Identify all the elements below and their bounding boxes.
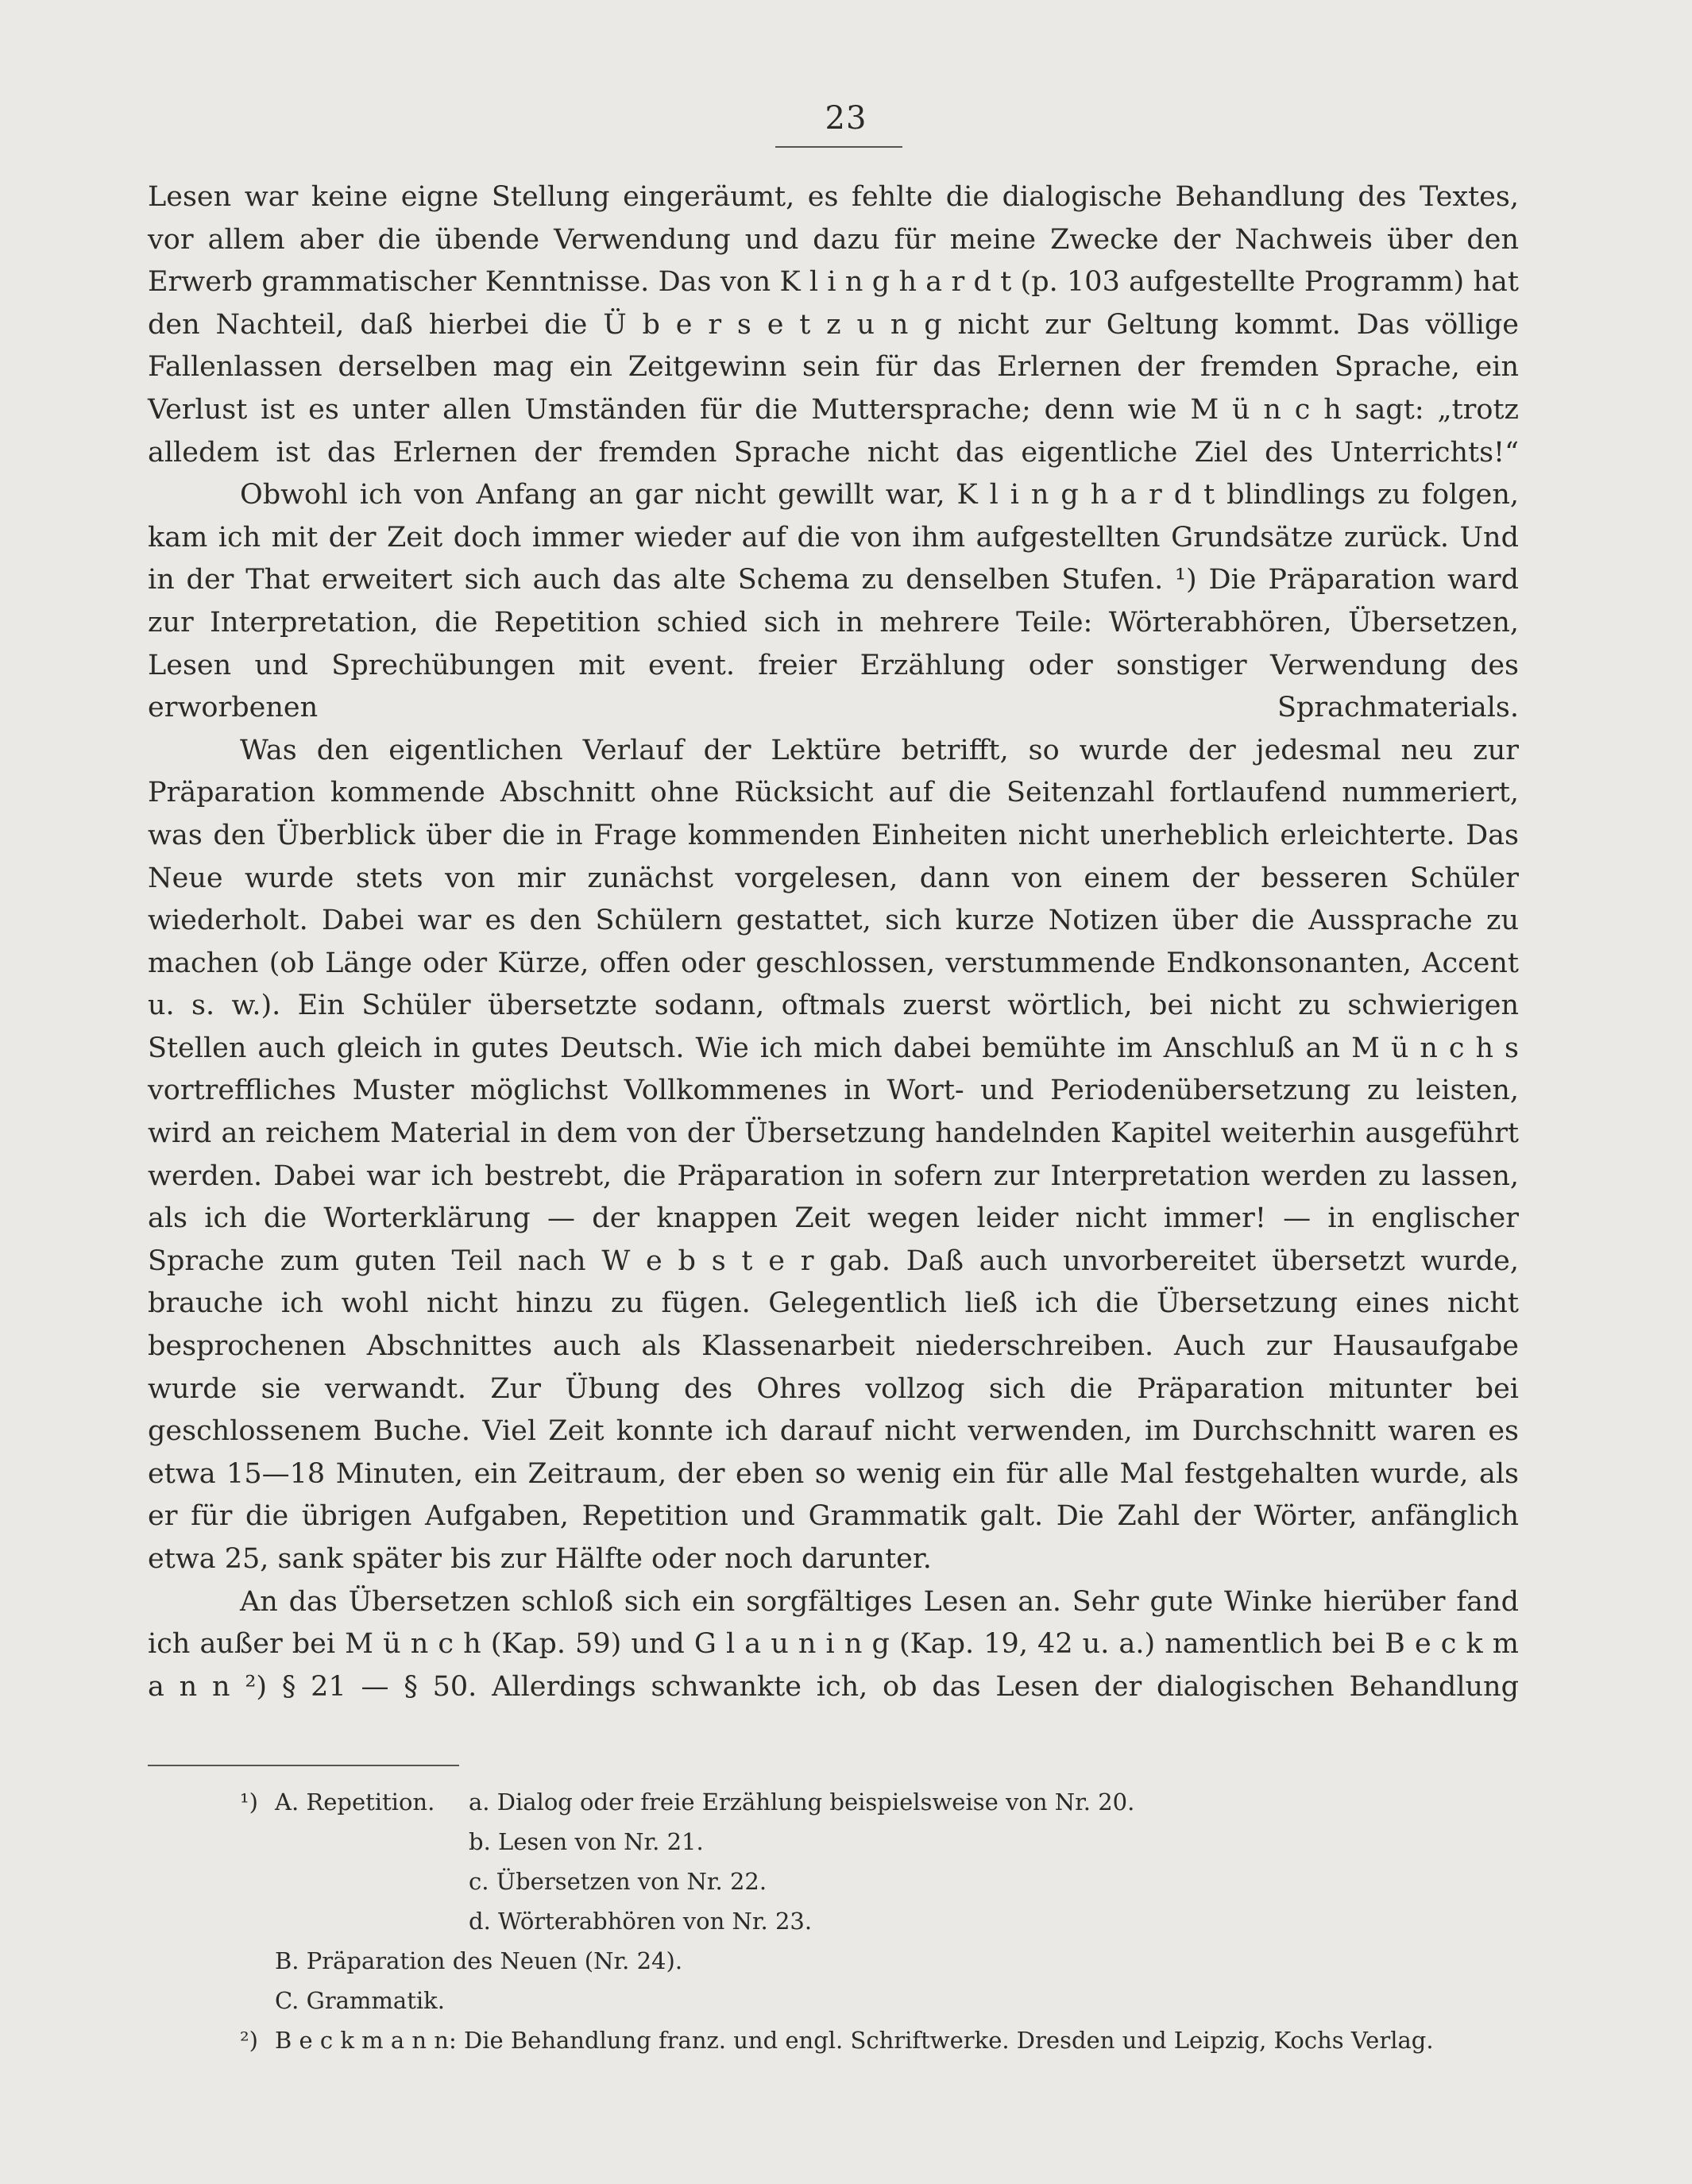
page-number-rule <box>775 146 902 148</box>
paragraph-3: Was den eigentlichen Verlauf der Lektüre betrifft, so wurde der jedesmal neu zur Präparation kommende Abschnitt ohne Rücksicht auf die Seitenzahl fortlaufend nummeriert, was den Überblick über die in Frage kommenden Einheiten nicht unerheblich erleichterte. Das Neue wurde stets von mir zunächst vorgelesen, dann von einem der besseren Schüler wiederholt. Dabei war es den Schülern gestattet, sich kurze Notizen über die Aussprache zu machen (ob Länge oder Kürze, offen oder geschlossen, verstummende Endkonsonanten, Accent u. s. w.). Ein Schüler übersetzte sodann, oftmals zuerst wörtlich, bei nicht zu schwierigen Stellen auch gleich in gutes Deutsch. Wie ich mich dabei bemühte im Anschluß an M ü n c h s vortreffliches Muster möglichst Vollkommenes in Wort- und Periodenübersetzung zu leisten, wird an reichem Material in dem von der Übersetzung handelnden Kapitel weiterhin ausgeführt werden. Dabei war ich bestrebt, die Präparation in sofern zur Interpretation werden zu lassen, als ich die Worterklärung — der knappen Zeit wegen leider nicht immer! — in englischer Sprache zum guten Teil nach W e b s t e r gab. Daß auch unvorbereitet übersetzt wurde, brauche ich wohl nicht hinzu zu fügen. Gelegentlich ließ ich die Übersetzung eines nicht besprochenen Abschnittes auch als Klassenarbeit niederschreiben. Auch zur Hausaufgabe wurde sie verwandt. Zur Übung des Ohres vollzog sich die Präparation mitunter bei geschlossenem Buche. Viel Zeit konnte ich darauf nicht verwenden, im Durchschnitt waren es etwa 15—18 Minuten, ein Zeitraum, der eben so wenig ein für alle Mal festgehalten wurde, als er für die übrigen Aufgaben, Repetition und Grammatik galt. Die Zahl der Wörter, anfänglich etwa 25, sank später bis zur Hälfte oder noch darunter. <box>148 734 1519 1575</box>
paragraph-2: Obwohl ich von Anfang an gar nicht gewillt war, K l i n g h a r d t blindlings zu folgen, kam ich mit der Zeit doch immer wieder auf die von ihm aufgestellten Grundsätze zurück. Und in der That erweitert sich auch das alte Schema zu denselben Stufen. ¹) Die Präparation ward zur Interpretation, die Repetition schied sich in mehrere Teile: Wörterabhören, Übersetzen, Lesen und Sprechübungen mit event. freier Erzählung oder sonstiger Verwendung des erworbenen Sprachmaterials. <box>148 479 1519 724</box>
footnote-1-line-b <box>148 1822 1519 1862</box>
footnote-1-item-d: d. Wörterabhören von Nr. 23. <box>469 1908 813 1935</box>
footnote-1-line-C <box>148 1981 1519 2020</box>
footnote-1-mark: ¹) <box>240 1788 258 1815</box>
footnote-2-line <box>148 2020 1519 2060</box>
paragraph-1: Lesen war keine eigne Stellung eingeräumt, es fehlte die dialogische Behandlung des Textes, vor allem aber die übende Verwendung und dazu für meine Zwecke der Nachweis über den Erwerb grammatischer Kenntnisse. Das von K l i n g h a r d t (p. 103 aufgestellte Programm) hat den Nachteil, daß hierbei die Ü b e r s e t z u n g nicht zur Geltung kommt. Das völlige Fallenlassen derselben mag ein Zeitgewinn sein für das Erlernen der fremden Sprache, ein Verlust ist es unter allen Umständen für die Muttersprache; denn wie M ü n c h sagt: „trotz alledem ist das Erlernen der fremden Sprache nicht das eigentliche Ziel des Unterrichts!“ <box>148 181 1519 469</box>
footnote-1-line-c <box>148 1862 1519 1901</box>
footnote-2-text: B e c k m a n n: Die Behandlung franz. und engl. Schriftwerke. Dresden und Leipzig, Kochs Verlag. <box>275 2027 1434 2054</box>
footnote-1-line-B <box>148 1941 1519 1981</box>
footnote-1-item-a: a. Dialog oder freie Erzählung beispielsweise von Nr. 20. <box>469 1788 1135 1815</box>
footnote-2-mark: ²) <box>240 2027 258 2054</box>
footnote-1-line-d <box>148 1901 1519 1941</box>
footnote-1-label-a: A. Repetition. <box>275 1788 435 1815</box>
footnotes <box>148 1782 1519 2060</box>
footnote-1-item-b: b. Lesen von Nr. 21. <box>469 1828 704 1855</box>
footnote-rule <box>148 1765 459 1766</box>
footnote-1-item-B: B. Präparation des Neuen (Nr. 24). <box>275 1947 683 1974</box>
paragraph-4: An das Übersetzen schloß sich ein sorgfältiges Lesen an. Sehr gute Winke hierüber fand ich außer bei M ü n c h (Kap. 59) und G l a u n i n g (Kap. 19, 42 u. a.) namentlich bei B e c k m a n n ²) § 21 — § 50. Allerdings schwankte ich, ob das Lesen der dialogischen Behandlung <box>148 1585 1519 1703</box>
footnote-1-line-a <box>148 1782 1519 1822</box>
footnote-1-item-C: C. Grammatik. <box>275 1987 445 2014</box>
page-number: 23 <box>825 100 867 137</box>
body-text <box>148 176 1519 1708</box>
footnote-1-item-c: c. Übersetzen von Nr. 22. <box>469 1868 767 1895</box>
